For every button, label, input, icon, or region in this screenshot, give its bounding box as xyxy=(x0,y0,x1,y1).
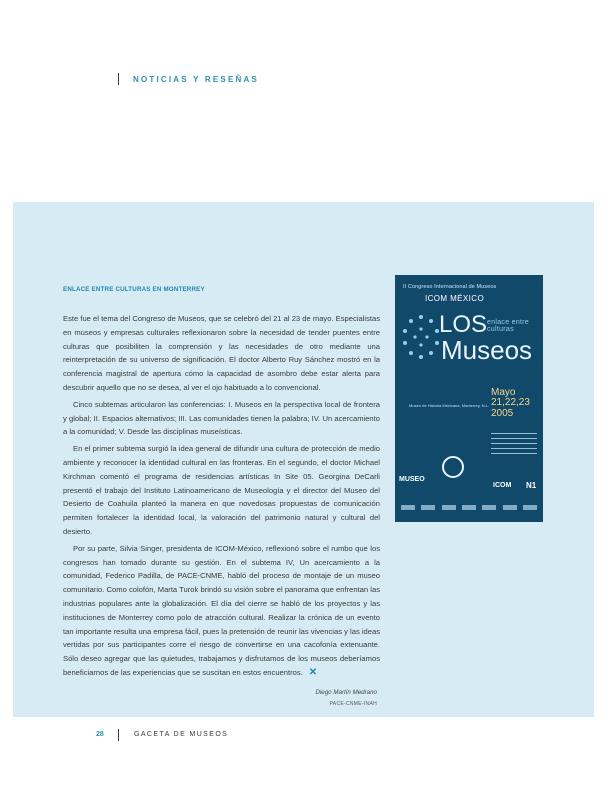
author-affiliation: PACE-CNME-INAH xyxy=(329,701,377,707)
article-body xyxy=(63,312,380,680)
paragraph-3: En el primer subtema surgió la idea general de difundir una cultura de protección de medio ambiente y reconocer la identidad cultural en las fronteras. En el segundo, el doctor Michael Kirchman comentó el programa de residencias artísticas In Site 05. Georgina DeCarli presentó el trabajo del Instituto Latinoamericano de Museología y el director del Museo del Desierto de Coahuila planteó la manera en que novedosas propuestas de comunicación permiten fortalecer la identidad local, la valoración del patrimonio natural y cultural del desierto. xyxy=(63,444,380,536)
article-kicker: ENLACE ENTRE CULTURAS EN MONTERREY xyxy=(63,286,205,293)
poster-top-line: II Congreso Internacional de Museos xyxy=(403,284,497,290)
poster-logo-museo: MUSEO xyxy=(399,476,425,483)
header-rule xyxy=(118,73,119,85)
poster-logo-icom: ICOM xyxy=(493,482,512,489)
poster-info-lines xyxy=(491,433,537,461)
poster-year: 2005 xyxy=(491,408,514,419)
page-number: 28 xyxy=(96,731,104,738)
poster-eye-logo-icon xyxy=(442,456,464,478)
paragraph-1: Este fue el tema del Congreso de Museos, que se celebró del 21 al 23 de mayo. Especialistas en museos y empresas culturales reflexionaron sobre la necesidad de tender puentes entre culturas que posibiliten la comprensión y las necesidades de otro mediante una reinterpretación de su universo de significación. El doctor Alberto Ruy Sánchez mostró en la conferencia magistral de apertura cómo la capacidad de asombro debe estar alerta para descubrir aquello que no se desea, al ver el ojo habituado a lo convencional. xyxy=(63,314,380,392)
end-mark-icon: ✕ xyxy=(308,666,318,678)
poster-museos: Museos xyxy=(441,335,533,365)
poster-days: 21,22,23 xyxy=(491,397,530,408)
poster-enlace: enlace entre culturas xyxy=(487,319,530,333)
paragraph-2: Cinco subtemas articularon las conferencias: I. Museos en la perspectiva local de frontera y global; II. Espacios alternativos; III. Las comunidades tienen la palabra; IV. Un acercamiento a la comunidad; V. Desde las disciplinas museísticas. xyxy=(63,399,380,437)
publication-name: GACETA DE MUSEOS xyxy=(134,731,229,738)
poster-venue: Museo de Historia Mexicana, Monterrey, N.L. xyxy=(409,403,489,408)
paragraph-4-text: Por su parte, Silvia Singer, presidenta de ICOM-México, reflexionó sobre el rumbo que los congresos han tomado durante su gestión. En el subtema IV, Un acercamiento a la comunidad, Federico Padilla, de PACE-CNME, habló del proceso de montaje de un museo comunitario. Como colofón, Marta Turok brindó su visión sobre el panorama que enfrentan las industrias populares ante la globalización. El día del cierre se habló de los proyectos y las instituciones de Monterrey como polo de atracción cultural. Realizar la crónica de un evento tan importante resulta una empresa fácil, pues la pretensión de reunir las vivencias y las ideas vertidas por sus participantes corre el riesgo de convertirse en una cacofonía extenuante. Sólo deseo agregar que las quietudes, trabajamos y disfrutamos de los museos deberíamos beneficiarnos de las experiencias que se suscitan en estos encuentros. xyxy=(63,543,380,677)
author-name: Diego Martín Medrano xyxy=(315,689,377,696)
event-poster xyxy=(395,275,543,522)
footer-rule xyxy=(118,729,119,741)
section-label: NOTICIAS Y RESEÑAS xyxy=(133,75,259,84)
poster-sponsor-logos xyxy=(401,505,537,513)
poster-logo-n1: N1 xyxy=(526,481,537,490)
paragraph-4 xyxy=(63,542,380,680)
poster-los: LOS xyxy=(439,311,488,338)
poster-dots-icon xyxy=(401,313,441,361)
poster-org: ICOM MÉXICO xyxy=(425,294,485,303)
poster-month: Mayo xyxy=(491,387,516,398)
